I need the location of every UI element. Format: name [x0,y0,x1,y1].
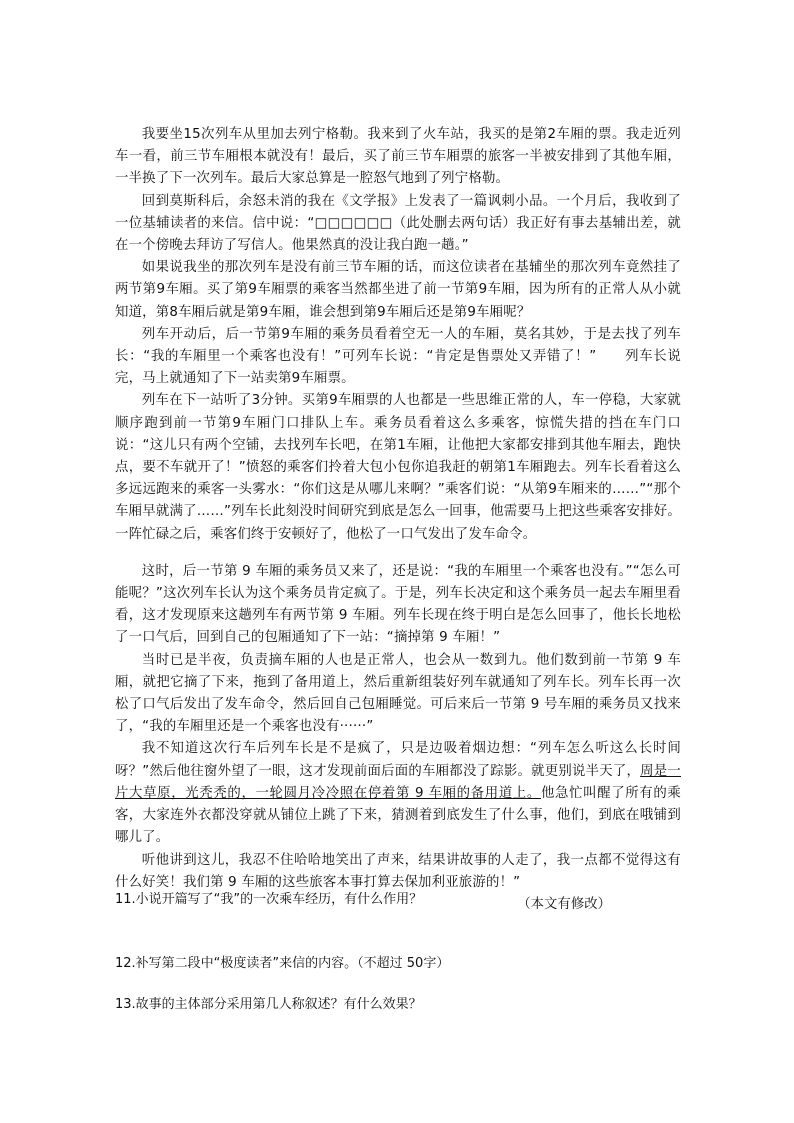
question-11: 11.小说开篇写了“我”的一次乘车经历，有什么作用？ [115,892,423,907]
paragraph-1: 我要坐15次列车从里加去列宁格勒。我来到了火车站，我买的是第2车厢的票。我走近列车一看，前三节车厢根本就没有！最后，买了前三节车厢票的旅客一半被安排到了其他车厢，一半换了下一次列车。最后大家总算是一腔怒气地到了列宁格勒。 [115,127,681,187]
paragraph-8 [115,738,681,849]
paragraph-7: 当时已是半夜，负责摘车厢的人也是正常人，也会从一数到九。他们数到前一节第 9 车厢，就把它摘了下来，拖到了备用道上，然后重新组装好列车就通知了列车长。列车长再一次松了口气后发出了发车命令，然后回自己包厢睡觉。可后来后一节第 9 号车厢的乘务员又找来了，“我的车厢里还是一个乘客也没有······” [115,652,681,735]
question-13: 13.故事的主体部分采用第几人称叙述？有什么效果？ [115,997,422,1012]
question-12: 12.补写第二段中“极度读者”来信的内容。（不超过 50字） [115,956,450,971]
paragraph-2: 回到莫斯科后，余怒未消的我在《文学报》上发表了一篇讽刺小品。一个月后，我收到了一位基辅读者的来信。信中说：“□□□□□□（此处删去两句话）我正好有事去基辅出差，就在一个傍晚去拜访了写信人。他果然真的没让我白跑一趟。” [115,193,681,254]
source-note: （本文有修改） [517,896,611,912]
paragraph-gap [115,546,681,561]
paragraph-5: 列车在下一站听了3分钟。买第9车厢票的人也都是一些思维正常的人，车一停稳，大家就顺序跑到前一节第9车厢门口排队上车。乘务员看着这么多乘客，惊慌失措的挡在车门口说：“这儿只有两个空铺，去找列车长吧，在第1车厢，让他把大家都安排到其他车厢去，跑快点，要不车就开了！”愤怒的乘客们拎着大包小包你追我赶的朝第1车厢跑去。列车长看着这么多远远跑来的乘客一头雾水：“你们这是从哪儿来啊？”乘客们说：“从第9车厢来的……”“那个车厢早就满了……”列车长此刻没时间研究到底是怎么一回事，他需要马上把这些乘客安排好。一阵忙碌之后，乘客们终于安顿好了，他松了一口气发出了发车命令。 [115,393,681,542]
paragraph-3: 如果说我坐的那次列车是没有前三节车厢的话，而这位读者在基辅坐的那次列车竟然挂了两节第9车厢。买了第9车厢票的乘客当然都坐进了前一节第9车厢，因为所有的正常人从小就知道，第8车厢后就是第9车厢，谁会想到第9车厢后还是第9车厢呢？ [115,260,681,320]
underlined-sentence: 周是一片大草原，光秃秃的，一轮圆月冷冷照在停着第 9 车厢的备用道上。 [115,763,681,801]
paragraph-8-tail: 他急忙叫醒了所有的乘客，大家连外衣都没穿就从铺位上跳了下来，猜测着到底发生了什么事，他们，到底在哦铺到哪儿了。 [115,785,681,846]
paragraph-6: 这时，后一节第 9 车厢的乘务员又来了，还是说：“我的车厢里一个乘客也没有。”“怎么可能呢？”这次列车长认为这个乘务员肯定疯了。于是，列车长决定和这个乘务员一起去车厢里看看，这才发现原来这趟列车有两节第 9 车厢。列车长现在终于明白是怎么回事了，他长长地松了一口气后，回到自己的包厢通知了下一站：“摘掉第 9 车厢！” [115,563,681,646]
paragraph-9: 听他讲到这儿，我忍不住哈哈地笑出了声来，结果讲故事的人走了，我一点都不觉得这有什么好笑！我们第 9 车厢的这些旅客本事打算去保加利亚旅游的！” [115,852,681,890]
paragraph-8-lead: 我不知道这次行车后列车长是不是疯了，只是边吸着烟边想：“列车怎么听这么长时间呀？”然后他往窗外望了一眼，这才发现前面后面的车厢都没了踪影。就更别说半天了， [115,741,681,779]
paragraph-4: 列车开动后，后一节第9车厢的乘务员看着空无一人的车厢，莫名其妙，于是去找了列车长：“我的车厢里一个乘客也没有！”可列车长说：“肯定是售票处又弄错了！” 列车长说完，马上就通知了下一站卖第9车厢票。 [115,326,681,387]
story-text [115,124,681,916]
